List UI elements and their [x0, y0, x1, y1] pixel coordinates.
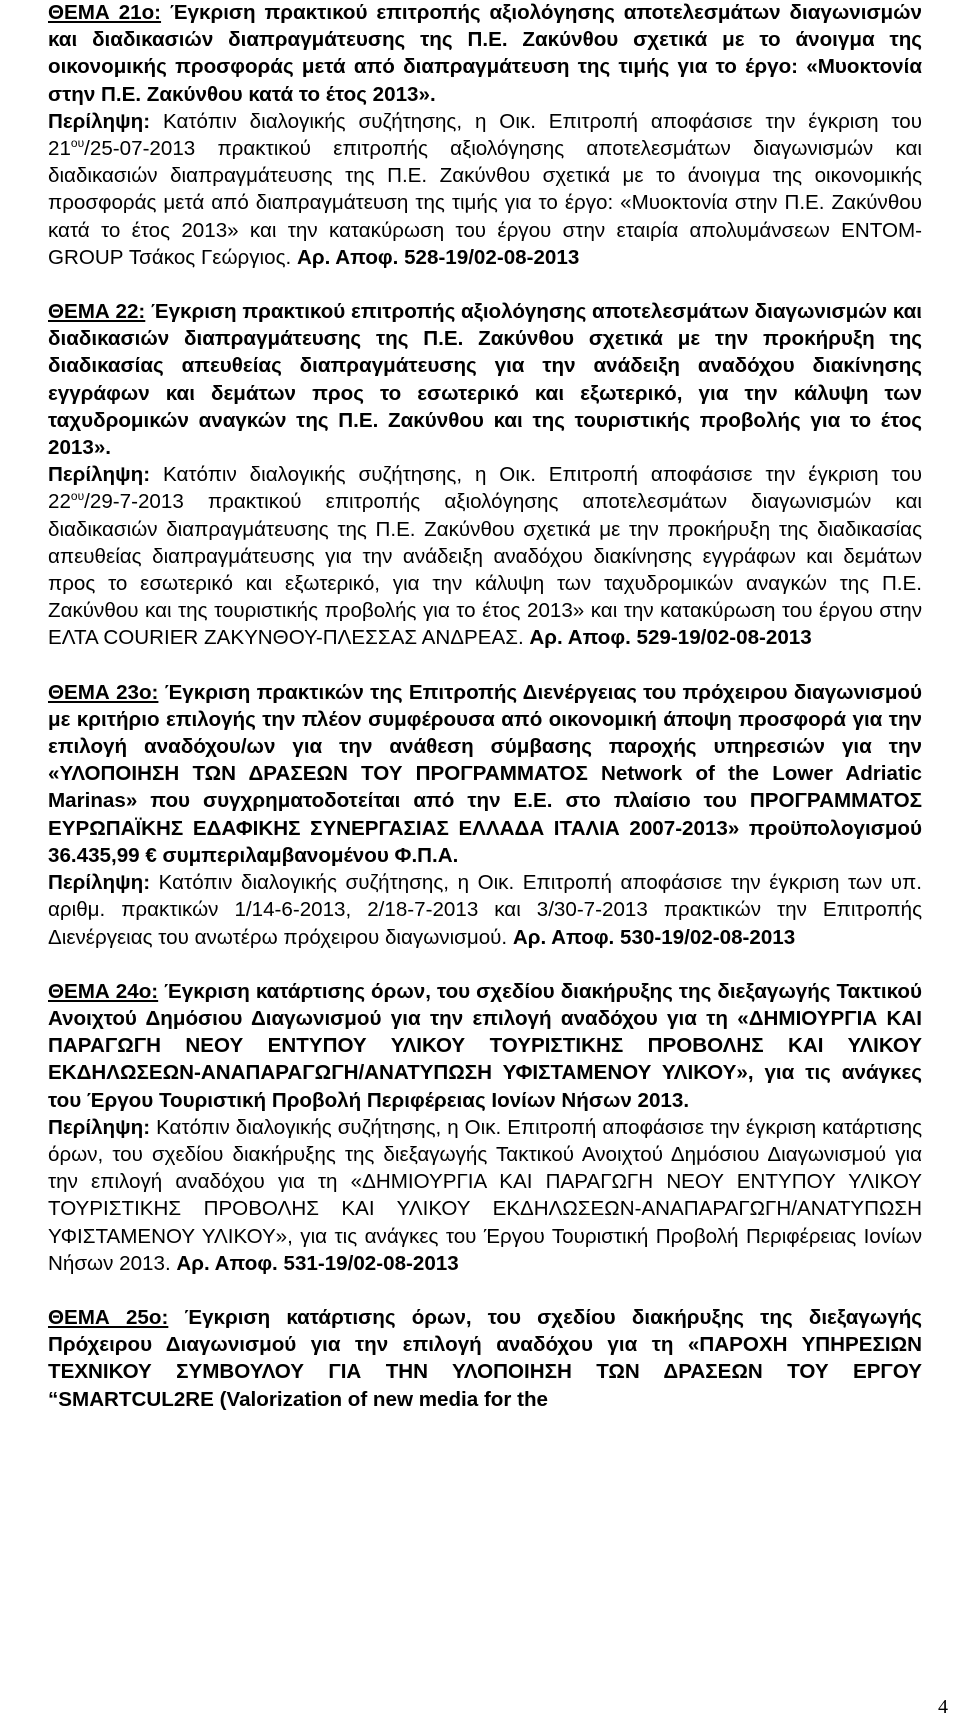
theme-title: Έγκριση κατάρτισης όρων, του σχεδίου διακήρυξης της διεξαγωγής Πρόχειρου Διαγωνισμού για την επιλογή αναδόχου για τη «ΠΑΡΟΧΗ ΥΠΗΡΕΣΙΩΝ ΤΕΧΝΙΚΟΥ ΣΥΜΒΟΥΛΟΥ ΓΙΑ ΤΗΝ ΥΛΟΠΟΙΗΣΗ ΤΩΝ ΔΡΑΣΕΩΝ ΤΟΥ ΕΡΓΟΥ “SMARTCUL2RE (Valorization of new media for the — [48, 1305, 922, 1411]
theme-label: ΘΕΜΑ 24ο: — [48, 979, 159, 1003]
theme-label: ΘΕΜΑ 22: — [48, 300, 146, 324]
topic-24 — [48, 978, 922, 1277]
decision-number: Αρ. Αποφ. 531-19/02-08-2013 — [176, 1251, 459, 1275]
topic-22 — [48, 298, 922, 652]
summary-text: Κατόπιν διαλογικής συζήτησης, η Οικ. Επιτροπή αποφάσισε την έγκριση των υπ. αριθμ. πρακτικών 1/14-6-2013, 2/18-7-2013 και 3/30-7-2013 πρακτικών την Επιτροπής Διενέργειας του ανωτέρω πρόχειρου διαγωνισμού. — [48, 871, 922, 949]
theme-title: Έγκριση πρακτικών της Επιτροπής Διενέργειας του πρόχειρου διαγωνισμού με κριτήριο επιλογής την πλέον συμφέρουσα από οικονομική άποψη προσφορά για την επιλογή αναδόχου/ων για την ανάθεση σύμβασης παροχής υπηρεσιών για την «ΥΛΟΠΟΙΗΣΗ ΤΩΝ ΔΡΑΣΕΩΝ ΤΟΥ ΠΡΟΓΡΑΜΜΑΤΟΣ Network of the Lower Adriatic Marinas» που συγχρηματοδοτείται από την Ε.Ε. στο πλαίσιο του ΠΡΟΓΡΑΜΜΑΤΟΣ ΕΥΡΩΠΑΪΚΗΣ ΕΔΑΦΙΚΗΣ ΣΥΝΕΡΓΑΣΙΑΣ ΕΛΛΑΔΑ ΙΤΑΛΙΑ 2007-2013» προϋπολογισμού 36.435,99 € συμπεριλαμβανομένου Φ.Π.Α. — [48, 680, 922, 867]
summary-text-cont: /25-07-2013 πρακτικού επιτροπής αξιολόγησης αποτελεσμάτων διαγωνισμών και διαδικασιών διαπραγμάτευσης της Π.Ε. Ζακύνθου σχετικά με το άνοιγμα της οικονομικής προσφοράς μετά από διαπραγμάτευση της τιμής για το έργο: «Μυοκτονία στην Π.Ε. Ζακύνθου κατά το έτος 2013» και την κατακύρωση του έργου στην εταιρία απολυμάνσεων ΕΝΤΟΜ-GROUP Τσάκος Γεώργιος. — [48, 137, 922, 269]
summary-label: Περίληψη: — [48, 109, 151, 133]
topic-25 — [48, 1304, 922, 1413]
summary-label: Περίληψη: — [48, 1115, 151, 1139]
theme-label: ΘΕΜΑ 23ο: — [48, 680, 159, 704]
theme-title: Έγκριση κατάρτισης όρων, του σχεδίου διακήρυξης της διεξαγωγής Τακτικού Ανοιχτού Δημόσιου Διαγωνισμού για την επιλογή αναδόχου για τη «ΔΗΜΙΟΥΡΓΙΑ ΚΑΙ ΠΑΡΑΓΩΓΗ ΝΕΟΥ ΕΝΤΥΠΟΥ ΥΛΙΚΟΥ ΤΟΥΡΙΣΤΙΚΗΣ ΠΡΟΒΟΛΗΣ ΚΑΙ ΥΛΙΚΟΥ ΕΚΔΗΛΩΣΕΩΝ-ΑΝΑΠΑΡΑΓΩΓΗ/ΑΝΑΤΥΠΩΣΗ ΥΦΙΣΤΑΜΕΝΟΥ ΥΛΙΚΟΥ», για τις ανάγκες του Έργου Τουριστική Προβολή Περιφέρειας Ιονίων Νήσων 2013. — [48, 979, 922, 1112]
decision-number: Αρ. Αποφ. 530-19/02-08-2013 — [512, 925, 796, 949]
topic-21 — [48, 0, 922, 271]
summary-text: Κατόπιν διαλογικής συζήτησης, η Οικ. Επιτροπή αποφάσισε την έγκριση του 21 — [48, 109, 922, 161]
theme-title: Έγκριση πρακτικού επιτροπής αξιολόγησης αποτελεσμάτων διαγωνισμών και διαδικασιών διαπραγμάτευσης της Π.Ε. Ζακύνθου σχετικά με την προκήρυξη της διαδικασίας απευθείας διαπραγμάτευσης για την ανάδειξη αναδόχου διακίνησης εγγράφων και δεμάτων προς το εσωτερικό και εξωτερικό, για την κάλυψη των ταχυδρομικών αναγκών της Π.Ε. Ζακύνθου και της τουριστικής προβολής για το έτος 2013». — [48, 300, 922, 460]
ordinal-suffix: ου — [70, 136, 85, 151]
ordinal-suffix: ου — [70, 489, 85, 504]
summary-text: Κατόπιν διαλογικής συζήτησης, η Οικ. Επιτροπή αποφάσισε την έγκριση κατάρτισης όρων, του σχεδίου διακήρυξης της διεξαγωγής Τακτικού Ανοιχτού Δημόσιου Διαγωνισμού για την επιλογή αναδόχου για τη «ΔΗΜΙΟΥΡΓΙΑ ΚΑΙ ΠΑΡΑΓΩΓΗ ΝΕΟΥ ΕΝΤΥΠΟΥ ΥΛΙΚΟΥ ΤΟΥΡΙΣΤΙΚΗΣ ΠΡΟΒΟΛΗΣ ΚΑΙ ΥΛΙΚΟΥ ΕΚΔΗΛΩΣΕΩΝ-ΑΝΑΠΑΡΑΓΩΓΗ/ΑΝΑΤΥΠΩΣΗ ΥΦΙΣΤΑΜΕΝΟΥ ΥΛΙΚΟΥ», για τις ανάγκες του Έργου Τουριστική Προβολή Περιφέρειας Ιονίων Νήσων 2013. — [48, 1115, 922, 1275]
decision-number: Αρ. Αποφ. 528-19/02-08-2013 — [296, 245, 580, 269]
theme-label: ΘΕΜΑ 25ο: — [48, 1305, 169, 1329]
summary-text: Κατόπιν διαλογικής συζήτησης, η Οικ. Επιτροπή αποφάσισε την έγκριση του 22 — [48, 463, 922, 514]
topic-23 — [48, 679, 922, 951]
minutes-text — [48, 0, 922, 1413]
decision-number: Αρ. Αποφ. 529-19/02-08-2013 — [529, 626, 812, 650]
summary-label: Περίληψη: — [48, 463, 151, 487]
summary-text-cont: /29-7-2013 πρακτικού επιτροπής αξιολόγησης αποτελεσμάτων διαγωνισμών και διαδικασιών διαπραγμάτευσης της Π.Ε. Ζακύνθου σχετικά με την προκήρυξη της διαδικασίας απευθείας διαπραγμάτευσης για την ανάδειξη αναδόχου διακίνησης εγγράφων και δεμάτων προς το εσωτερικό και εξωτερικό, για την κάλυψη των ταχυδρομικών αναγκών της Π.Ε. Ζακύνθου και της τουριστικής προβολής για το έτος 2013» και την κατακύρωση του έργου στην ΕΛΤΑ COURIER ΖΑΚΥΝΘΟΥ-ΠΛΕΣΣΑΣ ΑΝΔΡΕΑΣ. — [48, 490, 922, 650]
theme-label: ΘΕΜΑ 21ο: — [48, 1, 162, 24]
summary-label: Περίληψη: — [48, 871, 151, 895]
theme-title: Έγκριση πρακτικού επιτροπής αξιολόγησης αποτελεσμάτων διαγωνισμών και διαδικασιών διαπραγμάτευσης της Π.Ε. Ζακύνθου σχετικά με το άνοιγμα της οικονομικής προσφοράς μετά από διαπραγμάτευση της τιμής για το έργο: «Μυοκτονία στην Π.Ε. Ζακύνθου κατά το έτος 2013». — [48, 1, 922, 106]
page-number: 4 — [938, 1696, 948, 1718]
